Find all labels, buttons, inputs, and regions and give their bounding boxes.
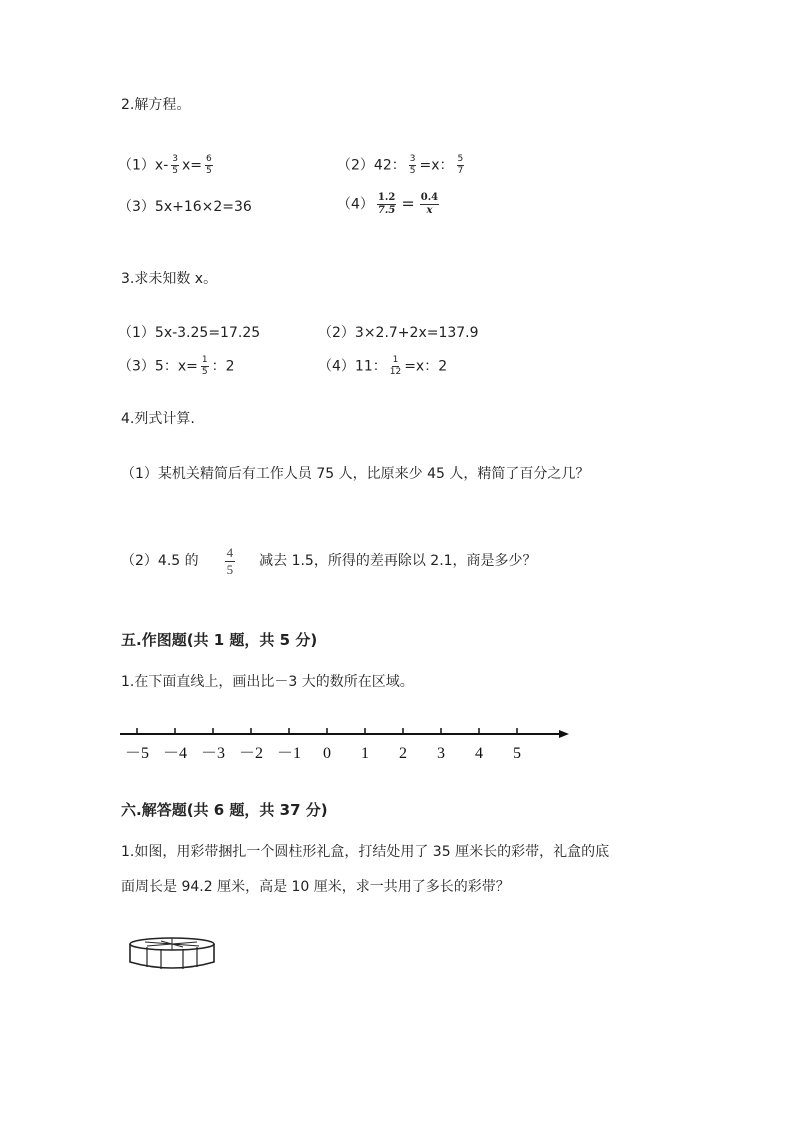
section-5-heading: 五.作图题(共 1 题，共 5 分) bbox=[121, 631, 318, 649]
q4-problem-1: （1）某机关精简后有工作人员 75 人，比原来少 45 人，精简了百分之几？ bbox=[121, 466, 590, 482]
number-line-label: －1 bbox=[276, 745, 302, 762]
problem-index: （3） bbox=[118, 358, 155, 375]
fraction: $\frac{6}{5}$ bbox=[206, 154, 212, 176]
number-line-label: 4 bbox=[475, 745, 483, 762]
section-6-heading: 六.解答题(共 6 题，共 37 分) bbox=[121, 801, 328, 819]
number-line-label: 5 bbox=[513, 745, 521, 762]
problem-index: （4） bbox=[337, 196, 374, 213]
number-line bbox=[110, 718, 580, 768]
q2-problem-2: （2）42： $\frac{3}{5}$ =x： $\frac{5}{7}$ bbox=[337, 154, 464, 176]
section-6-question-1-line-1: 1.如图，用彩带捆扎一个圆柱形礼盒，打结处用了 35 厘米长的彩带，礼盒的底 bbox=[121, 844, 610, 860]
number-line-label: 2 bbox=[399, 745, 407, 762]
fraction: $\frac{5}{7}$ bbox=[457, 154, 464, 176]
number-line-label: －3 bbox=[200, 745, 226, 762]
number-line-label: －5 bbox=[124, 745, 150, 762]
q2-problem-4 bbox=[337, 193, 442, 216]
number-line-arrow bbox=[559, 730, 569, 738]
fraction: $\frac{3}{5}$ bbox=[172, 154, 178, 176]
fraction: $\frac{1.2}{7.5}$ bbox=[377, 192, 396, 216]
q2-title: 2.解方程。 bbox=[121, 97, 191, 113]
q3-problem-3: （3）5：x= $\frac{1}{5}$ ：2 bbox=[118, 355, 235, 377]
q3-problem-1: （1）5x-3.25=17.25 bbox=[118, 325, 261, 341]
fraction: $\frac{4}{5}$ bbox=[226, 545, 234, 577]
fraction: $\frac{0.4}{x}$ bbox=[420, 192, 439, 216]
q3-problem-4: （4）11： $\frac{1}{12}$ =x：2 bbox=[318, 355, 448, 377]
problem-index: （2） bbox=[337, 157, 374, 174]
q2-problem-1: （1）x- $\frac{3}{5}$ x= $\frac{6}{5}$ bbox=[118, 154, 212, 176]
problem-index: （1） bbox=[118, 157, 155, 174]
q4-title: 4.列式计算. bbox=[121, 411, 195, 427]
number-line-label: 1 bbox=[361, 745, 369, 762]
fraction: $\frac{1}{5}$ bbox=[201, 355, 208, 377]
section-6-question-1-line-2: 面周长是 94.2 厘米，高是 10 厘米，求一共用了多长的彩带？ bbox=[121, 879, 510, 895]
number-line-label: 3 bbox=[437, 745, 445, 762]
number-line-label: －2 bbox=[238, 745, 264, 762]
number-line-label: 0 bbox=[323, 745, 331, 762]
number-line-label: －4 bbox=[162, 745, 188, 762]
q3-problem-2: （2）3×2.7+2x=137.9 bbox=[318, 325, 479, 341]
equals-sign: = bbox=[401, 193, 415, 213]
fraction: $\frac{3}{5}$ bbox=[409, 154, 416, 176]
problem-index: （4） bbox=[318, 358, 355, 375]
gift-box-illustration bbox=[125, 934, 221, 974]
q4-problem-2: （2）4.5 的 $\frac{4}{5}$ 减去 1.5，所得的差再除以 2.1，商是多少？ bbox=[121, 545, 537, 577]
q2-problem-3: （3）5x+16×2=36 bbox=[118, 199, 252, 215]
fraction: $\frac{1}{12}$ bbox=[389, 355, 402, 377]
q3-title: 3.求未知数 x。 bbox=[121, 271, 218, 287]
section-5-question-1: 1.在下面直线上，画出比－3 大的数所在区域。 bbox=[121, 674, 414, 690]
